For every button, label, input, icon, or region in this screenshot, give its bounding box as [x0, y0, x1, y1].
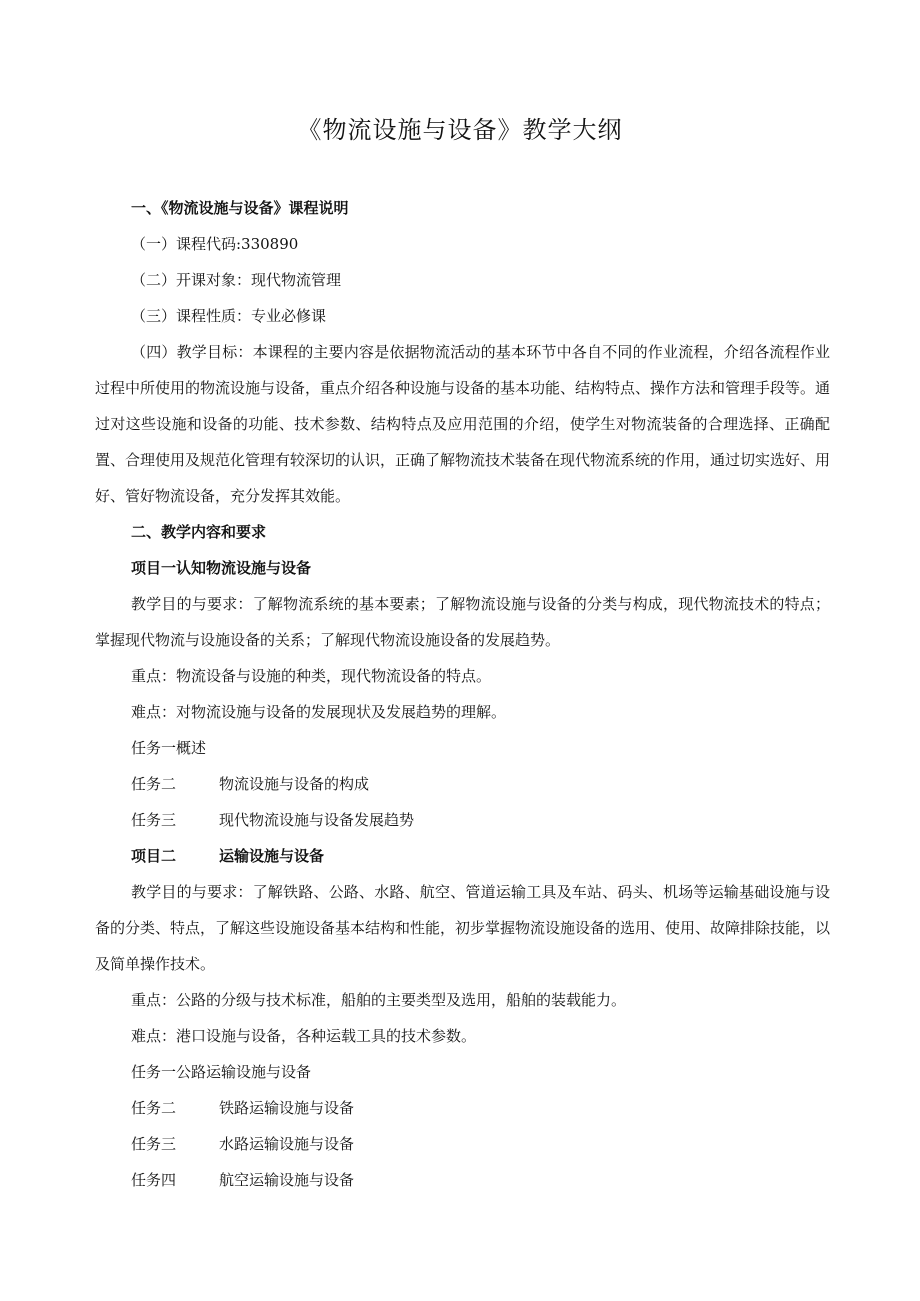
project2-task3-label: 任务三	[131, 1135, 177, 1153]
project1-task1: 任务一概述	[131, 739, 207, 757]
project2-task1: 任务一公路运输设施与设备	[131, 1063, 312, 1081]
project2-title-label: 项目二	[131, 847, 177, 865]
project2-goal: 教学目的与要求：了解铁路、公路、水路、航空、管道运输工具及车站、码头、机场等运输基础设施与设备的分类、特点，了解这些设施设备基本结构和性能，初步掌握物流设施设备的选用、使用、故障排除技能，以及简单操作技术。	[95, 883, 831, 973]
project1-task3-name: 现代物流设施与设备发展趋势	[219, 811, 415, 829]
document-title: 《物流设施与设备》教学大纲	[297, 116, 623, 144]
project1-task2-label: 任务二	[131, 775, 177, 793]
project1-difficulty: 难点：对物流设施与设备的发展现状及发展趋势的理解。	[131, 703, 507, 721]
course-objective: （四）教学目标：本课程的主要内容是依据物流活动的基本环节中各自不同的作业流程，介绍各流程作业过程中所使用的物流设施与设备，重点介绍各种设施与设备的基本功能、结构特点、操作方法和管理手段等。通过对这些设施和设备的功能、技术参数、结构特点及应用范围的介绍，使学生对物流装备的合理选择、正确配置、合理使用及规范化管理有较深切的认识，正确了解物流技术装备在现代物流系统的作用，通过切实选好、用好、管好物流设备，充分发挥其效能。	[95, 343, 831, 505]
section1-heading: 一、《物流设施与设备》课程说明	[131, 199, 349, 217]
project2-title	[95, 838, 830, 874]
project2-task4-name: 航空运输设施与设备	[219, 1171, 355, 1189]
project1-goal: 教学目的与要求：了解物流系统的基本要素；了解物流设施与设备的分类与构成，现代物流技术的特点；掌握现代物流与设施设备的关系；了解现代物流设施设备的发展趋势。	[95, 595, 830, 649]
project2-difficulty: 难点：港口设施与设备，各种运载工具的技术参数。	[131, 1027, 477, 1045]
project2-task2-label: 任务二	[131, 1099, 177, 1117]
project1-task3	[95, 802, 830, 838]
project1-task2	[95, 766, 830, 802]
project2-task4	[95, 1162, 830, 1198]
project1-task2-name: 物流设施与设备的构成	[219, 775, 370, 793]
section2-heading: 二、教学内容和要求	[131, 523, 267, 541]
document-body	[95, 190, 830, 1198]
project1-title: 项目一认知物流设施与设备	[131, 559, 312, 577]
course-nature: （三）课程性质：专业必修课	[131, 307, 327, 325]
project2-title-name: 运输设施与设备	[219, 847, 325, 865]
project1-key-point: 重点：物流设备与设施的种类，现代物流设备的特点。	[131, 667, 492, 685]
project2-key-point: 重点：公路的分级与技术标准，船舶的主要类型及选用，船舶的装载能力。	[131, 991, 627, 1009]
project2-task3-name: 水路运输设施与设备	[219, 1135, 355, 1153]
project2-task4-label: 任务四	[131, 1171, 177, 1189]
project2-task3	[95, 1126, 830, 1162]
project2-task2-name: 铁路运输设施与设备	[219, 1099, 355, 1117]
course-code: （一）课程代码:330890	[131, 235, 299, 253]
course-audience: （二）开课对象：现代物流管理	[131, 271, 342, 289]
project2-task2	[95, 1090, 830, 1126]
project1-task3-label: 任务三	[131, 811, 177, 829]
